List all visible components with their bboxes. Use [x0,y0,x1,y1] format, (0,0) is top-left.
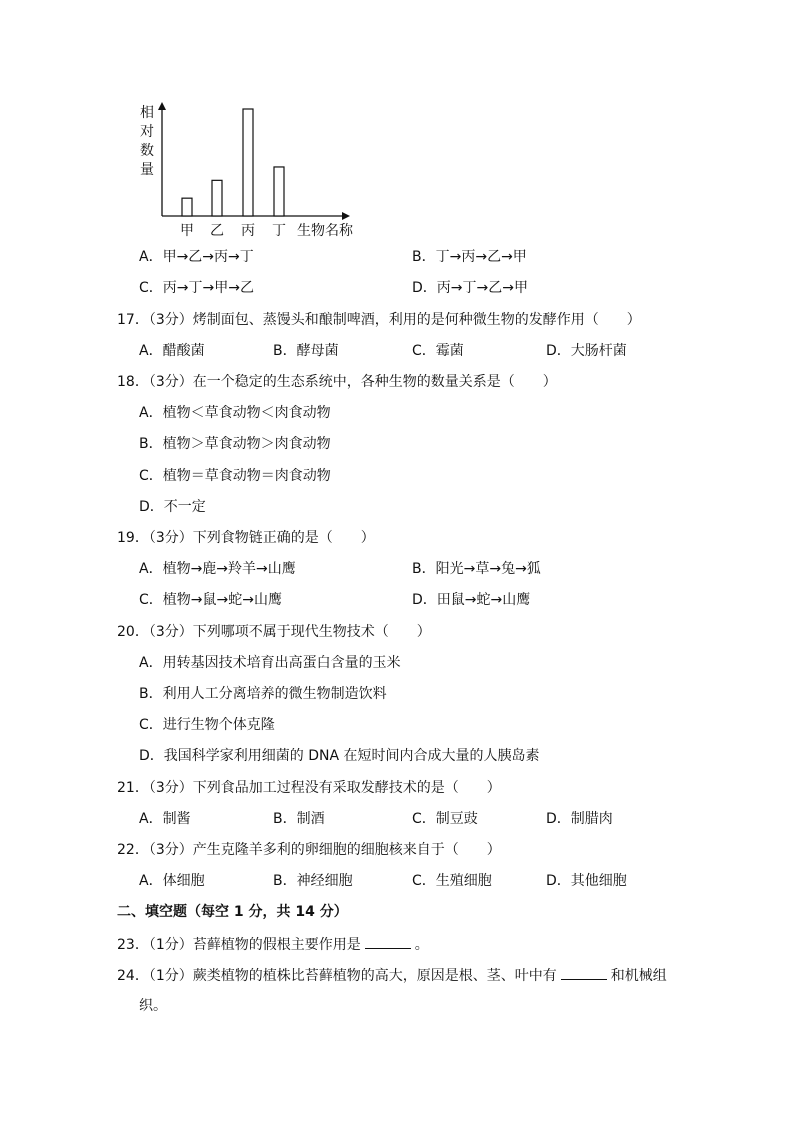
q20-option-a: A．用转基因技术培育出高蛋白含量的玉米 [139,655,401,671]
q21-option-c: C．制豆豉 [412,811,478,827]
bar-chart [0,0,793,245]
q18-option-a: A．植物＜草食动物＜肉食动物 [139,405,331,421]
category-label: 甲 [180,223,194,239]
q22-option-c: C．生殖细胞 [412,873,492,889]
q22-option-a: A．体细胞 [139,873,205,889]
y-axis-label-char: 对 [140,124,154,140]
q20-stem: 20．（3分）下列哪项不属于现代生物技术（ ） [117,624,431,640]
y-axis-label-char: 数 [140,143,154,159]
q24-text: 24．（1分）蕨类植物的植株比苔藓植物的高大，原因是根、茎、叶中有 [117,968,557,984]
q16-option-d: D．丙→丁→乙→甲 [412,280,528,296]
q23-blank[interactable] [365,934,411,949]
q17-stem: 17．（3分）烤制面包、蒸馒头和酿制啤酒，利用的是何种微生物的发酵作用（ ） [117,312,641,328]
q19-option-d: D．田鼠→蛇→山鹰 [412,592,531,608]
q23-end: 。 [414,937,429,953]
q17-option-b: B．酵母菌 [273,343,339,359]
q16-option-b: B．丁→丙→乙→甲 [412,249,527,265]
category-label: 丙 [241,223,255,239]
bar [274,167,284,216]
bar [182,198,192,216]
section-title: 二、填空题（每空 1 分，共 14 分） [117,904,348,920]
q21-option-b: B．制酒 [273,811,325,827]
q24-blank[interactable] [561,965,607,980]
q19-option-a: A．植物→鹿→羚羊→山鹰 [139,561,296,577]
q21-stem: 21．（3分）下列食品加工过程没有采取发酵技术的是（ ） [117,780,501,796]
bar [243,109,253,216]
q22-option-b: B．神经细胞 [273,873,353,889]
q17-option-c: C．霉菌 [412,343,464,359]
y-axis-arrow [158,102,166,110]
bar [212,180,222,216]
x-axis-label: 生物名称 [297,223,353,239]
q23 [117,934,429,955]
q16-option-c: C．丙→丁→甲→乙 [139,280,254,296]
q16-option-a: A．甲→乙→丙→丁 [139,249,254,265]
y-axis-label-char: 量 [140,162,154,178]
q24 [117,965,667,986]
category-label: 丁 [272,223,286,239]
q24-end: 和机械组 [610,968,667,984]
q19-option-c: C．植物→鼠→蛇→山鹰 [139,592,282,608]
q23-text: 23．（1分）苔藓植物的假根主要作用是 [117,937,361,953]
q20-option-b: B．利用人工分离培养的微生物制造饮料 [139,686,387,702]
y-axis-label-char: 相 [140,105,154,121]
q18-option-b: B．植物＞草食动物＞肉食动物 [139,436,331,452]
q20-option-c: C．进行生物个体克隆 [139,717,275,733]
q17-option-d: D．大肠杆菌 [546,343,627,359]
q21-option-a: A．制酱 [139,811,191,827]
q18-option-c: C．植物＝草食动物＝肉食动物 [139,468,331,484]
q21-option-d: D．制腊肉 [546,811,613,827]
q18-stem: 18．（3分）在一个稳定的生态系统中，各种生物的数量关系是（ ） [117,374,557,390]
q19-option-b: B．阳光→草→兔→狐 [412,561,541,577]
q18-option-d: D．不一定 [139,499,206,515]
q22-option-d: D．其他细胞 [546,873,627,889]
category-label: 乙 [210,223,224,239]
q22-stem: 22．（3分）产生克隆羊多利的卵细胞的细胞核来自于（ ） [117,842,501,858]
x-axis-arrow [342,212,350,220]
q19-stem: 19．（3分）下列食物链正确的是（ ） [117,530,375,546]
q17-option-a: A．醋酸菌 [139,343,205,359]
q20-option-d: D．我国科学家利用细菌的 DNA 在短时间内合成大量的人胰岛素 [139,748,540,764]
q24-continuation: 织。 [139,998,167,1014]
